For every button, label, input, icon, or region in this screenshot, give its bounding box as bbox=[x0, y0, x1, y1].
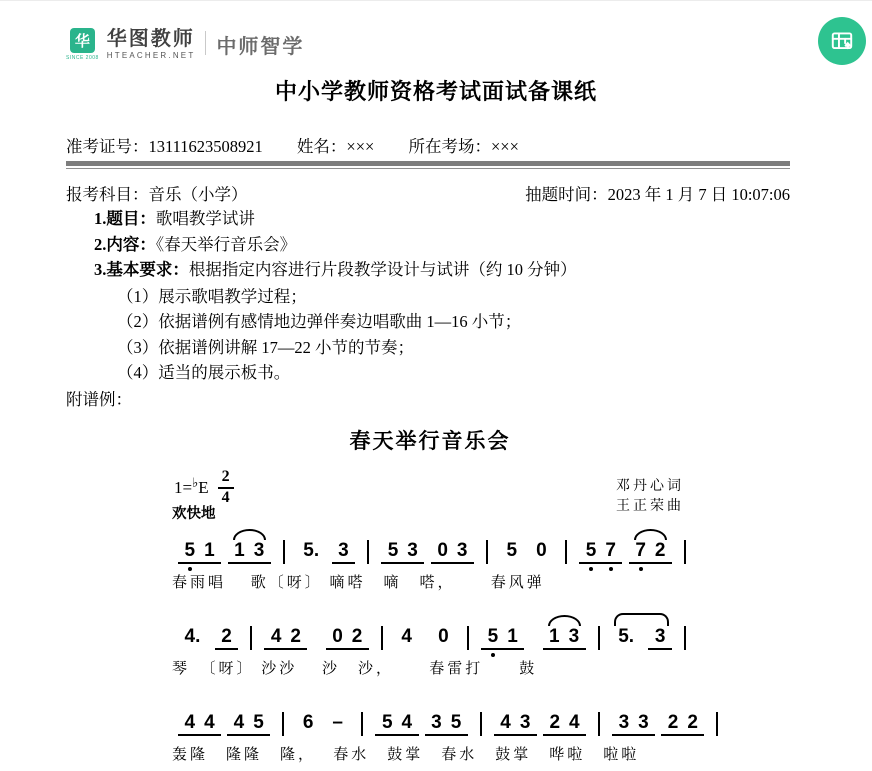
note-group bbox=[530, 540, 554, 561]
note: 5 bbox=[450, 712, 462, 733]
exam-room: 所在考场：××× bbox=[408, 137, 519, 156]
note: 4 bbox=[401, 712, 413, 733]
measure bbox=[486, 712, 594, 736]
barline bbox=[684, 540, 686, 564]
note-group bbox=[227, 712, 270, 736]
note: 2 bbox=[667, 712, 679, 733]
credits bbox=[616, 477, 684, 517]
notes-row bbox=[170, 699, 698, 736]
appendix-label: 附谱例： bbox=[66, 390, 132, 409]
note: 2 bbox=[654, 540, 666, 561]
barline bbox=[486, 540, 488, 564]
note: 3 bbox=[654, 626, 666, 647]
barline bbox=[250, 626, 252, 650]
measure bbox=[387, 626, 463, 647]
note-group bbox=[579, 540, 622, 564]
note: 0 bbox=[438, 626, 449, 647]
note: 1 bbox=[204, 540, 215, 561]
note-group bbox=[432, 626, 456, 647]
lyricist: 邓丹心词 bbox=[616, 479, 684, 494]
barline bbox=[381, 626, 383, 650]
barline bbox=[684, 626, 686, 650]
note-group bbox=[375, 712, 418, 736]
note: 3 bbox=[407, 540, 418, 561]
subject: 报考科目：音乐（小学） bbox=[66, 185, 248, 204]
barline bbox=[598, 712, 600, 736]
note: 2 bbox=[549, 712, 561, 733]
barline bbox=[282, 712, 284, 736]
note: 2 bbox=[290, 626, 301, 647]
note-group bbox=[332, 540, 356, 564]
barline bbox=[565, 540, 567, 564]
note-group bbox=[648, 626, 672, 650]
measure bbox=[473, 626, 594, 650]
note-group bbox=[543, 712, 586, 736]
measure bbox=[373, 540, 482, 564]
notes-row bbox=[170, 527, 690, 564]
note-group bbox=[612, 626, 641, 647]
exam-meta-row bbox=[66, 181, 790, 205]
note: 5 bbox=[483, 626, 503, 647]
note-group-slur bbox=[543, 626, 586, 650]
note-group bbox=[612, 712, 655, 736]
note: 5 bbox=[506, 540, 518, 561]
huatu-logo bbox=[66, 28, 304, 61]
note-group bbox=[264, 626, 307, 650]
requirement-1: （1）展示歌唱教学过程； bbox=[117, 287, 307, 306]
note: 0 bbox=[332, 626, 343, 647]
question-items bbox=[94, 206, 577, 283]
barline bbox=[716, 712, 718, 736]
note: 5. bbox=[303, 540, 320, 561]
measure bbox=[170, 540, 279, 564]
note: 4 bbox=[500, 712, 511, 733]
note: 5. bbox=[618, 626, 635, 647]
score-header bbox=[170, 465, 690, 525]
item-requirements: 3.基本要求：根据指定内容进行片段教学设计与试讲（约 10 分钟） bbox=[94, 260, 577, 279]
note-group bbox=[661, 712, 704, 736]
lyrics-line: 琴 〔呀〕 沙沙 沙 沙， 春雷打 鼓 bbox=[172, 661, 538, 677]
measure bbox=[604, 626, 680, 650]
note-group bbox=[395, 626, 419, 647]
measure bbox=[288, 712, 357, 733]
note: 5 bbox=[180, 540, 200, 561]
notes-row bbox=[170, 613, 690, 650]
measure bbox=[367, 712, 475, 736]
note-group bbox=[297, 540, 326, 561]
note: 2 bbox=[221, 626, 232, 647]
score-line bbox=[170, 699, 698, 764]
double-rule-divider bbox=[66, 161, 790, 169]
note: 4 bbox=[401, 626, 412, 647]
composer: 王正荣曲 bbox=[616, 499, 684, 514]
note: 4. bbox=[184, 626, 201, 647]
note-group bbox=[326, 626, 369, 650]
note: 3 bbox=[431, 712, 442, 733]
note: 1 bbox=[507, 626, 518, 647]
requirement-2: （2）依据谱例有感情地边弹伴奏边唱歌曲 1—16 小节； bbox=[117, 312, 522, 332]
note: 4 bbox=[184, 712, 196, 733]
note: 3 bbox=[456, 540, 468, 561]
logo-badge-wrap bbox=[66, 28, 99, 61]
requirement-3: （3）依据谱例讲解 17—22 小节的节奏； bbox=[117, 337, 414, 357]
note: – bbox=[332, 712, 343, 733]
requirement-list bbox=[117, 284, 521, 385]
candidate-info-row bbox=[66, 133, 549, 157]
note-group bbox=[494, 712, 537, 736]
tempo-marking: 欢快地 bbox=[172, 506, 216, 522]
draw-time: 抽题时间：2023 年 1 月 7 日 10:07:06 bbox=[525, 185, 790, 204]
ticket-number: 准考证号：13111623508921 bbox=[66, 137, 263, 156]
note: 3 bbox=[638, 712, 649, 733]
note-group bbox=[500, 540, 524, 561]
note: 3 bbox=[618, 712, 630, 733]
logo-text bbox=[107, 28, 196, 60]
note-group bbox=[326, 712, 350, 733]
note-group bbox=[425, 712, 468, 736]
export-table-button[interactable] bbox=[818, 17, 866, 65]
item-topic: 1.题目：歌唱教学试讲 bbox=[94, 209, 255, 228]
score-line bbox=[170, 527, 690, 592]
music-score bbox=[170, 425, 698, 771]
time-signature: 2 4 bbox=[218, 469, 234, 507]
measure bbox=[571, 540, 680, 564]
measure bbox=[604, 712, 712, 736]
barline bbox=[361, 712, 363, 736]
song-title: 春天举行音乐会 bbox=[349, 430, 511, 453]
measure bbox=[170, 712, 278, 736]
note: 0 bbox=[536, 540, 547, 561]
note: 5 bbox=[381, 712, 393, 733]
lyrics-line: 春雨唱 歌〔呀〕 嘀嗒 嘀 嗒， 春风弹 bbox=[172, 575, 545, 591]
note: 4 bbox=[233, 712, 245, 733]
score-lines bbox=[170, 527, 698, 764]
barline bbox=[467, 626, 469, 650]
measure bbox=[170, 626, 246, 650]
note: 1 bbox=[234, 540, 245, 561]
candidate-name: 姓名：××× bbox=[296, 137, 375, 156]
logo-site-url: HTEACHER.NET bbox=[106, 51, 196, 60]
note-group bbox=[481, 626, 524, 650]
barline bbox=[367, 540, 369, 564]
logo-since-caption: SINCE 2008 bbox=[66, 55, 99, 61]
barline bbox=[283, 540, 285, 564]
note: 0 bbox=[437, 540, 448, 561]
item-content: 2.内容：《春天举行音乐会》 bbox=[94, 234, 297, 254]
note: 7 bbox=[631, 540, 651, 561]
note-group-slur bbox=[629, 540, 672, 564]
note: 3 bbox=[338, 540, 349, 561]
note-group-slur bbox=[228, 540, 271, 564]
note: 5 bbox=[253, 712, 264, 733]
note: 2 bbox=[351, 626, 363, 647]
barline bbox=[598, 626, 600, 650]
note: 7 bbox=[601, 540, 621, 561]
key-signature: 1= ♭ E 2 4 bbox=[174, 469, 234, 507]
note: 1 bbox=[549, 626, 560, 647]
measure bbox=[289, 540, 363, 564]
flat-icon: ♭ bbox=[192, 474, 199, 490]
note-group bbox=[296, 712, 320, 733]
export-table-icon bbox=[829, 28, 855, 54]
measure bbox=[256, 626, 377, 650]
page-title: 中小学教师资格考试面试备课纸 bbox=[274, 79, 597, 104]
note: 4 bbox=[270, 626, 282, 647]
huatu-badge-icon: 华 bbox=[70, 28, 95, 53]
note: 4 bbox=[204, 712, 215, 733]
note: 3 bbox=[253, 540, 265, 561]
note: 4 bbox=[569, 712, 580, 733]
note: 3 bbox=[519, 712, 531, 733]
note: 3 bbox=[568, 626, 580, 647]
barline bbox=[480, 712, 482, 736]
note-group bbox=[215, 626, 239, 650]
note-group bbox=[381, 540, 424, 564]
logo-sub-brand: 中师智学 bbox=[216, 36, 305, 58]
note: 5 bbox=[581, 540, 601, 561]
measure bbox=[492, 540, 561, 561]
note: 2 bbox=[687, 712, 698, 733]
note: 5 bbox=[387, 540, 399, 561]
requirement-4: （4）适当的展示板书。 bbox=[117, 362, 291, 382]
note: 6 bbox=[302, 712, 314, 733]
note-group bbox=[178, 540, 221, 564]
note-group bbox=[431, 540, 474, 564]
lyrics-line: 轰隆 隆隆 隆， 春水 鼓掌 春水 鼓掌 哗啦 啦啦 bbox=[172, 747, 640, 763]
note-group bbox=[178, 626, 207, 647]
logo-divider bbox=[205, 31, 206, 55]
logo-brand-name: 华图教师 bbox=[106, 28, 195, 50]
score-line bbox=[170, 613, 690, 678]
note-group bbox=[178, 712, 221, 736]
